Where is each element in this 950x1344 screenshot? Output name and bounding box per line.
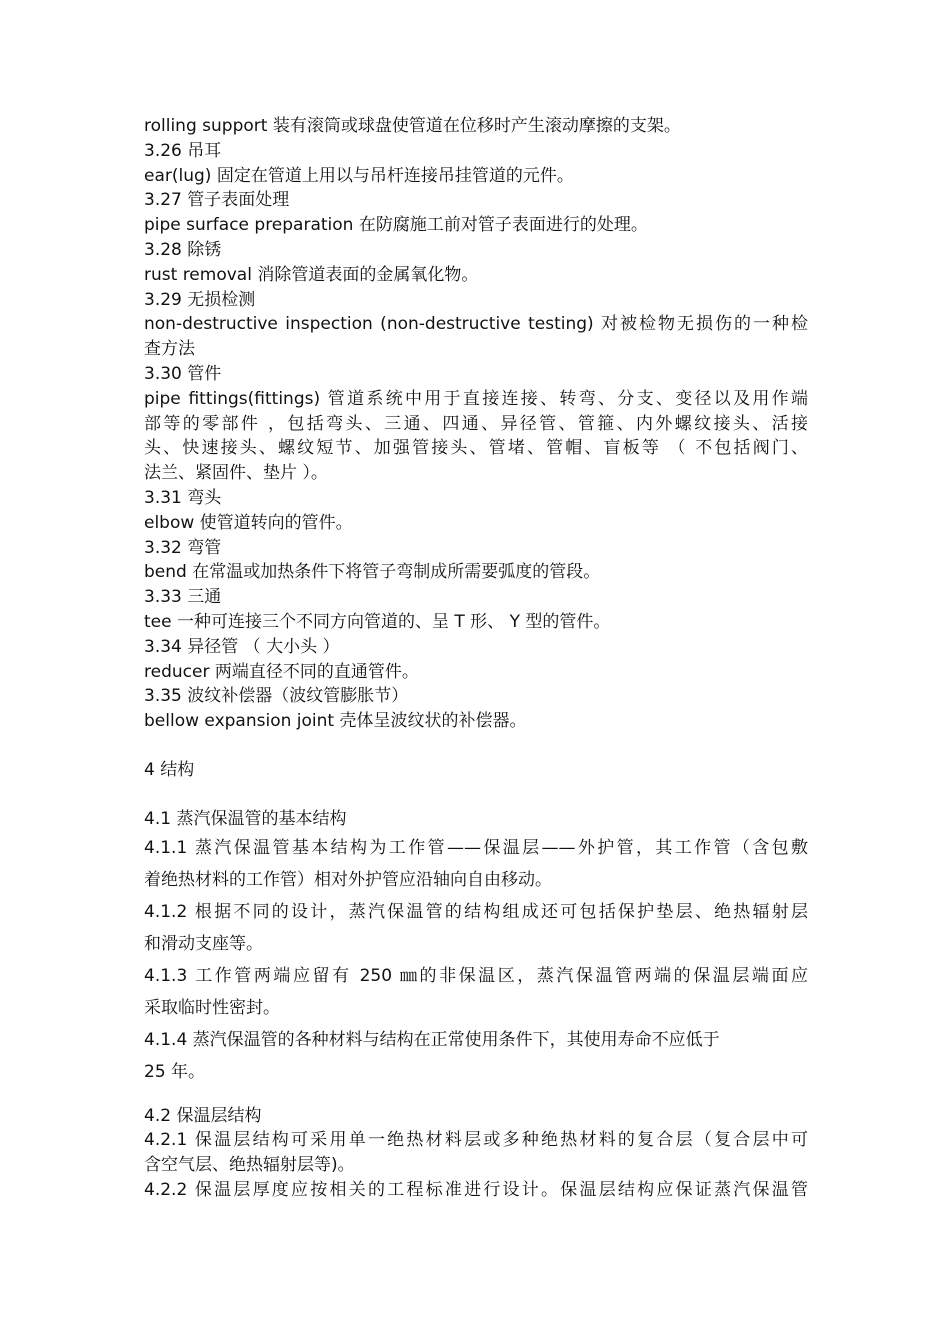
paragraph-line: 4.1.2 根据不同的设计，蒸汽保温管的结构组成还可包括保护垫层、绝热辐射层	[144, 901, 808, 922]
term-number: 3.32 弯管	[144, 537, 222, 558]
term-number: 3.33 三通	[144, 587, 222, 608]
term-line: 法兰、紧固件、垫片 ）。	[144, 463, 328, 484]
paragraph-line: 含空气层、绝热辐射层等)。	[144, 1155, 355, 1176]
section-heading: 4 结构	[144, 759, 195, 780]
paragraph-line: 4.2.1 保温层结构可采用单一绝热材料层或多种绝热材料的复合层（复合层中可	[144, 1130, 808, 1151]
paragraph-line: 4.1.3 工作管两端应留有 250 ㎜的非保温区，蒸汽保温管两端的保温层端面应	[144, 965, 808, 986]
paragraph-line: 4.2.2 保温层厚度应按相关的工程标准进行设计。保温层结构应保证蒸汽保温管	[144, 1179, 808, 1200]
term-line: elbow 使管道转向的管件。	[144, 512, 353, 533]
term-line: reducer 两端直径不同的直通管件。	[144, 661, 419, 682]
term-line: rolling support 装有滚筒或球盘使管道在位移时产生滚动摩擦的支架。	[144, 116, 681, 136]
term-number: 3.30 管件	[144, 363, 222, 384]
term-number: 3.31 弯头	[144, 487, 222, 508]
term-number: 3.26 吊耳	[144, 140, 222, 161]
term-number: 3.29 无损检测	[144, 289, 256, 310]
term-line: 头、快速接头、螺纹短节、加强管接头、管堵、管帽、盲板等 （ 不包括阀门、	[144, 438, 808, 459]
paragraph-line: 采取临时性密封。	[144, 997, 280, 1018]
term-number: 3.27 管子表面处理	[144, 190, 290, 211]
term-line: non-destructive inspection (non-destructive testing) 对被检物无损伤的一种检	[144, 314, 808, 335]
subsection-heading: 4.2 保温层结构	[144, 1105, 262, 1126]
term-line: tee 一种可连接三个不同方向管道的、呈 T 形、 Y 型的管件。	[144, 611, 611, 632]
document-page	[144, 114, 808, 1203]
term-line: pipe fittings(fittings) 管道系统中用于直接连接、转弯、分支、变径以及用作端	[144, 388, 808, 409]
term-line: 部等的零部件 ，包括弯头、三通、四通、异径管、管箍、内外螺纹接头、活接	[144, 413, 808, 434]
term-line: ear(lug) 固定在管道上用以与吊杆连接吊挂管道的元件。	[144, 165, 574, 186]
term-line: pipe surface preparation 在防腐施工前对管子表面进行的处理。	[144, 215, 648, 236]
paragraph-line: 4.1.1 蒸汽保温管基本结构为工作管——保温层——外护管，其工作管（含包敷	[144, 837, 808, 858]
term-number: 3.35 波纹补偿器（波纹管膨胀节）	[144, 686, 409, 707]
subsection-heading: 4.1 蒸汽保温管的基本结构	[144, 808, 347, 829]
term-line: bend 在常温或加热条件下将管子弯制成所需要弧度的管段。	[144, 562, 601, 583]
term-number: 3.34 异径管 （ 大小头 ）	[144, 636, 340, 657]
paragraph-line: 4.1.4 蒸汽保温管的各种材料与结构在正常使用条件下，其使用寿命不应低于	[144, 1029, 720, 1050]
paragraph-line: 着绝热材料的工作管）相对外护管应沿轴向自由移动。	[144, 869, 552, 890]
term-line: 查方法	[144, 339, 195, 360]
term-number: 3.28 除锈	[144, 239, 222, 260]
term-line: rust removal 消除管道表面的金属氧化物。	[144, 264, 479, 285]
term-line: bellow expansion joint 壳体呈波纹状的补偿器。	[144, 711, 527, 732]
paragraph-line: 25 年。	[144, 1061, 206, 1082]
paragraph-line: 和滑动支座等。	[144, 933, 263, 954]
